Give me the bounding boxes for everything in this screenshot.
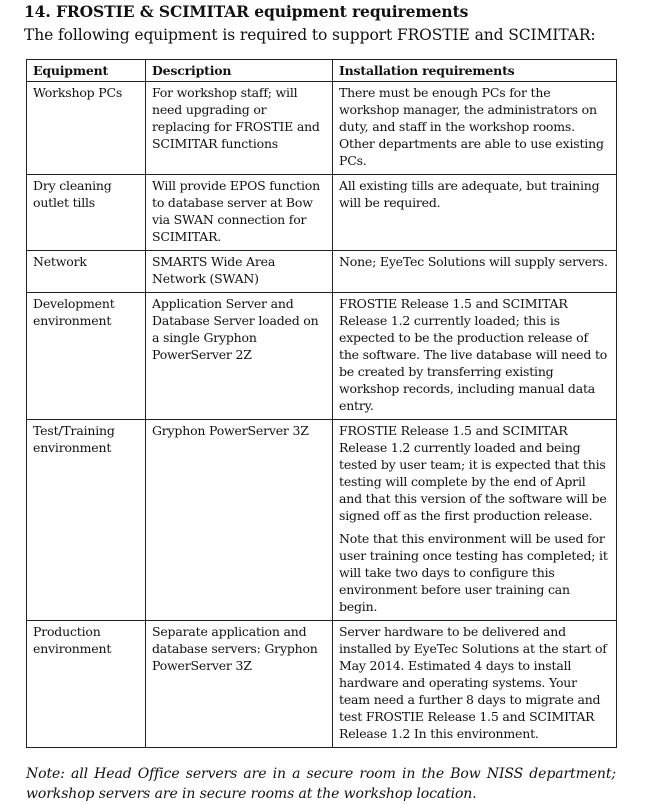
- header-equipment: Equipment: [27, 60, 146, 82]
- table-header-row: [27, 60, 617, 82]
- description-cell: For workshop staff; will need upgrading or replacing for FROSTIE and SCIMITAR functions: [146, 82, 333, 175]
- requirements-cell: All existing tills are adequate, but training will be required.: [333, 175, 617, 251]
- footnote: Note: all Head Office servers are in a secure room in the Bow NISS department; workshop servers are in secure rooms at the workshop location.: [26, 766, 616, 802]
- equipment-cell: Test/Training environment: [27, 420, 146, 621]
- description-cell: Gryphon PowerServer 3Z: [146, 420, 333, 621]
- table-row: [27, 621, 617, 748]
- equipment-cell: Development environment: [27, 293, 146, 420]
- requirements-cell: Server hardware to be delivered and installed by EyeTec Solutions at the start of May 2014. Estimated 4 days to install hardware and operating systems. Your team need a further 8 days to migrate and test FROSTIE Release 1.5 and SCIMITAR Release 1.2 In this environment.: [333, 621, 617, 748]
- equipment-cell: Dry cleaning outlet tills: [27, 175, 146, 251]
- table-row: [27, 82, 617, 175]
- requirements-paragraph: FROSTIE Release 1.5 and SCIMITAR Release 1.2 currently loaded and being tested by user team; it is expected that this testing will complete by the end of April and that this version of the software will be signed off as the first production release.: [339, 423, 607, 523]
- equipment-cell: Network: [27, 251, 146, 293]
- table-row: [27, 175, 617, 251]
- description-cell: Will provide EPOS function to database server at Bow via SWAN connection for SCIMITAR.: [146, 175, 333, 251]
- requirements-cell: [333, 420, 617, 621]
- description-cell: Separate application and database servers: Gryphon PowerServer 3Z: [146, 621, 333, 748]
- description-cell: Application Server and Database Server loaded on a single Gryphon PowerServer 2Z: [146, 293, 333, 420]
- table-row: [27, 293, 617, 420]
- section-heading: 14. FROSTIE & SCIMITAR equipment requirements: [24, 2, 469, 21]
- description-cell: SMARTS Wide Area Network (SWAN): [146, 251, 333, 293]
- header-description: Description: [146, 60, 333, 82]
- equipment-cell: Production environment: [27, 621, 146, 748]
- equipment-cell: Workshop PCs: [27, 82, 146, 175]
- intro-text: The following equipment is required to support FROSTIE and SCIMITAR:: [24, 26, 596, 44]
- table-row: [27, 251, 617, 293]
- requirements-cell: None; EyeTec Solutions will supply servers.: [333, 251, 617, 293]
- equipment-table: [26, 59, 617, 748]
- requirements-cell: FROSTIE Release 1.5 and SCIMITAR Release 1.2 currently loaded; this is expected to be the production release of the software. The live database will need to be created by transferring existing workshop records, including manual data entry.: [333, 293, 617, 420]
- requirements-note-paragraph: Note that this environment will be used for user training once testing has completed; it will take two days to configure this environment before user training can begin.: [339, 531, 608, 614]
- requirements-cell: There must be enough PCs for the workshop manager, the administrators on duty, and staff in the workshop rooms. Other departments are able to use existing PCs.: [333, 82, 617, 175]
- header-installation-requirements: Installation requirements: [333, 60, 617, 82]
- table-row: [27, 420, 617, 621]
